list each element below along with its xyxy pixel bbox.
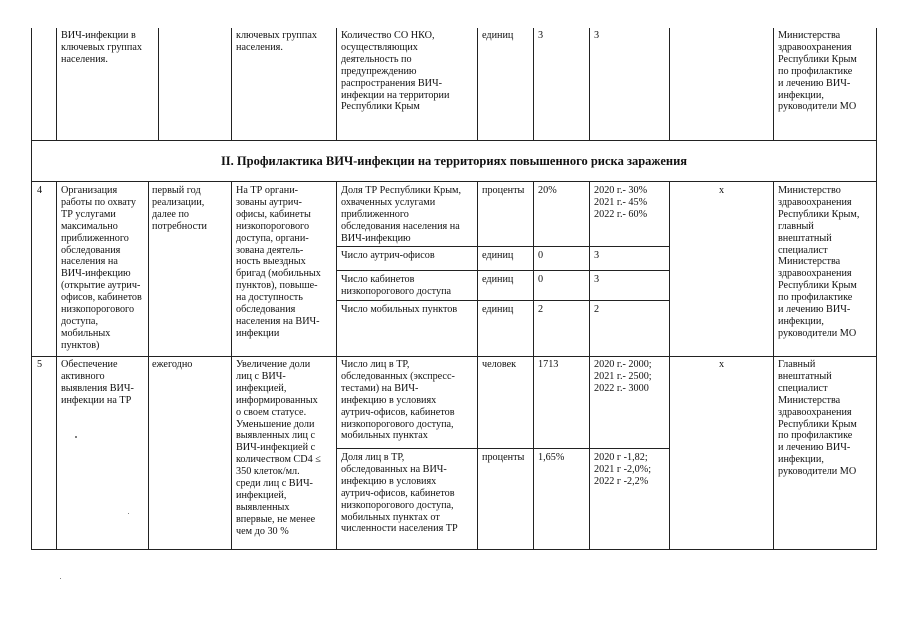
rule-r4-sub2 xyxy=(336,270,669,271)
row5-base-1: 1713 xyxy=(538,359,559,370)
row4-unit-3: единиц xyxy=(482,274,514,285)
rule-body-c2 xyxy=(148,181,149,550)
row4-target-2: 3 xyxy=(594,250,600,261)
rule-body-c4 xyxy=(336,181,337,550)
row4-unit-4: единиц xyxy=(482,304,514,315)
top-row-description: ВИЧ-инфекции в ключевых группах населения. xyxy=(61,30,142,65)
rule-body-c9 xyxy=(773,181,774,550)
section-heading: II. Профилактика ВИЧ-инфекции на территориях повышенного риска заражения xyxy=(220,154,688,168)
row4-activity: Организация работы по охвату ТР услугами максимально приближенного обследования населения на ВИЧ-инфекцию (открытие аутрич- офисов, кабинетов низкопорогового доступа, мобильных пунктов) xyxy=(61,185,142,351)
rule-top-c4 xyxy=(336,28,337,141)
rule-row5-bottom xyxy=(31,549,877,550)
rule-top-c8 xyxy=(669,28,670,141)
rule-right xyxy=(876,28,877,550)
row5-target-2: 2020 г -1,82; 2021 г -2,0%; 2022 г -2,2% xyxy=(594,452,652,487)
rule-row4-bottom xyxy=(31,356,877,357)
top-row-result: ключевых группах населения. xyxy=(236,30,317,53)
rule-top-c3 xyxy=(231,28,232,141)
top-row-unit: единиц xyxy=(482,30,514,41)
row4-target-1: 2020 г.- 30% 2021 г.- 45% 2022 г.- 60% xyxy=(594,185,648,220)
rule-r4-sub3 xyxy=(336,300,669,301)
rule-section-bottom xyxy=(31,181,877,182)
row5-unit-1: человек xyxy=(482,359,517,370)
rule-body-c5 xyxy=(477,181,478,550)
row4-indicator-4: Число мобильных пунктов xyxy=(341,304,458,315)
row5-unit-2: проценты xyxy=(482,452,525,463)
row4-responsible: Министерство здравоохранения Республики Крым, главный внештатный специалист Министерства здравоохранения Республики Крым по профилактике и лечению ВИЧ- инфекции, руководители МО xyxy=(778,185,860,339)
row4-base-3: 0 xyxy=(538,274,544,285)
row4-base-1: 20% xyxy=(538,185,557,196)
rule-top-c2 xyxy=(158,28,159,141)
top-row-base-value: 3 xyxy=(538,30,544,41)
row4-base-4: 2 xyxy=(538,304,544,315)
row5-indicator-2: Доля лиц в ТР, обследованных на ВИЧ- инфекцию в условиях аутрич-офисов, кабинетов низкопорогового доступа, мобильных пунктах от численности населения ТР xyxy=(341,452,458,535)
row4-target-3: 3 xyxy=(594,274,600,285)
scan-speck xyxy=(60,578,61,579)
scan-speck xyxy=(75,436,77,438)
rule-top-c6 xyxy=(533,28,534,141)
row5-base-2: 1,65% xyxy=(538,452,565,463)
scan-speck xyxy=(128,513,129,514)
rule-body-c3 xyxy=(231,181,232,550)
top-row-indicator: Количество СО НКО, осуществляющих деятельность по предупреждению распространения ВИЧ- инфекции на территории Республики Крым xyxy=(341,30,450,113)
rule-top-c1 xyxy=(56,28,57,141)
row5-result: Увеличение доли лиц с ВИЧ- инфекцией, информированных о своем статусе. Уменьшение доли выявленных лиц с ВИЧ-инфекцией с количеством CD4 ≤ 350 клеток/мл. среди лиц с ВИЧ- инфекцией, выявленных впервые, не менее чем до 30 % xyxy=(236,359,321,537)
rule-top-c5 xyxy=(477,28,478,141)
row4-mark: х xyxy=(718,185,725,196)
row5-responsible: Главный внештатный специалист Министерства здравоохранения Республики Крым по профилактике и лечению ВИЧ- инфекции, руководители МО xyxy=(778,359,857,478)
row4-indicator-3: Число кабинетов низкопорогового доступа xyxy=(341,274,452,297)
row4-indicator-1: Доля ТР Республики Крым, охваченных услугами приближенного обследования населения на ВИЧ-инфекцию xyxy=(341,185,462,244)
row4-unit-2: единиц xyxy=(482,250,514,261)
row4-indicator-2: Число аутрич-офисов xyxy=(341,250,435,261)
rule-top-c7 xyxy=(589,28,590,141)
row4-target-4: 2 xyxy=(594,304,600,315)
rule-left xyxy=(31,28,32,550)
row4-base-2: 0 xyxy=(538,250,544,261)
top-row-target-value: 3 xyxy=(594,30,600,41)
row5-indicator-1: Число лиц в ТР, обследованных (экспресс- тестами) на ВИЧ- инфекцию в условиях аутрич-офисов, кабинетов низкопорогового доступа, мобильных пунктах xyxy=(341,359,455,442)
row4-unit-1: проценты xyxy=(482,185,525,196)
row5-mark: х xyxy=(718,359,725,370)
row4-result: На ТР органи- зованы аутрич- офисы, кабинеты низкопорогового доступа, органи- зована деятель- ность выездных бригад (мобильных пунктов), повыше- на доступность обследования населения на ВИЧ- инфекции xyxy=(236,185,321,339)
rule-body-c6 xyxy=(533,181,534,550)
rule-r4-sub1 xyxy=(336,246,669,247)
rule-body-c1 xyxy=(56,181,57,550)
row4-number: 4 xyxy=(37,185,43,196)
rule-body-c7 xyxy=(589,181,590,550)
row5-period: ежегодно xyxy=(152,359,193,370)
row4-period: первый год реализации, далее по потребности xyxy=(152,185,208,232)
rule-top-c9 xyxy=(773,28,774,141)
top-row-responsible: Министерства здравоохранения Республики Крым по профилактике и лечению ВИЧ- инфекции, руководители МО xyxy=(778,30,857,113)
row5-number: 5 xyxy=(37,359,43,370)
row5-target-1: 2020 г.- 2000; 2021 г.- 2500; 2022 г.- 3000 xyxy=(594,359,652,394)
row5-activity: Обеспечение активного выявления ВИЧ- инфекции на ТР xyxy=(61,359,134,406)
rule-r5-sub1 xyxy=(336,448,669,449)
